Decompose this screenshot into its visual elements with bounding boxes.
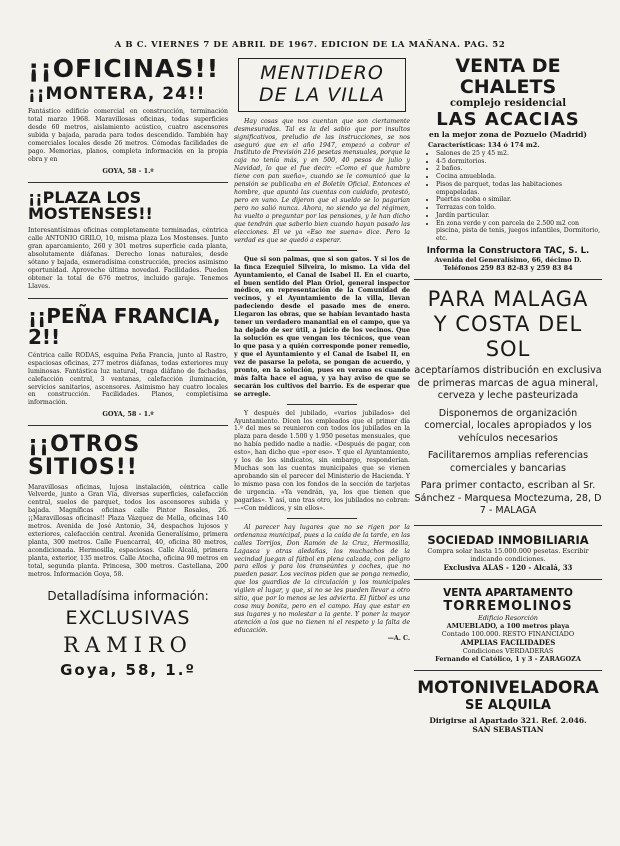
torremolinos-headline: TORREMOLINOS <box>443 598 573 614</box>
exclusiva-line: Exclusiva ALAS - 120 - Alcalá, 33 <box>443 562 573 572</box>
detail-intro: Detalladísima información: <box>47 588 209 603</box>
features-list <box>414 150 602 243</box>
divider <box>287 404 357 405</box>
feature-item: • 4-5 dormitorios. <box>436 158 602 166</box>
pena-francia-signature: GOYA, 58 - 1.º <box>102 410 154 419</box>
caracteristicas-label: Características: 134 ó 174 m2. <box>428 140 540 149</box>
divider <box>287 518 357 519</box>
san-sebastian-label: SAN SEBASTIAN <box>472 724 544 734</box>
ramiro-label: RAMIRO <box>63 632 193 657</box>
condiciones-label: Condiciones VERDADERAS <box>462 646 554 655</box>
divider <box>28 298 228 299</box>
facilitaremos-text: Facilitaremos amplias referencias comerciales y bancarias <box>427 450 589 474</box>
mentidero-title-box <box>238 58 406 112</box>
divider <box>28 425 228 426</box>
montera-headline: ¡¡MONTERA, 24!! <box>28 84 206 105</box>
informa-label: Informa la Constructora TAC, S. L. <box>426 245 590 256</box>
montera-body: Fantástico edificio comercial en construcción, terminación total marzo 1968. Maravillosas oficinas, todas superficies desde 60 metros, aislamiento acústico, cuatro ascensores subida y bajada, parada para todos descendido. También hay comerciales locales desde 26 metros. Cómodas facilidades de pago. Memorias, planos, completa información en la propia obra y en <box>28 108 228 163</box>
mentidero-paragraph-4: Al parecer hay lugares que no se rigen por la ordenanza municipal, pues a la caída de la tarde, en las calles Torrijos, Don Ramón de la Cruz, Hermosilla, Lagasca y otras aledañas, los muchachos de la vecindad juegan al fútbol en plena calzada, con peligro para ellos y para los transeúntes y coches, que no pueden pasar. Los vecinos piden que se ponga remedio, que los guardias de la circulación y los municipales vigilen el lugar, y que, si no se les pueden llevar a otro sitio, que por lo menos se les advierta. El fútbol es una cosa muy bonita, pero en el campo. Hay que estar en sus lugares y no molestar a la gente. Y poner la mayor atención a los que no tienen ni el respeto y la falta de educación. <box>234 523 410 634</box>
montera-signature: GOYA, 58 - 1.º <box>102 166 154 175</box>
telefonos-label: Teléfonos 259 83 82-83 y 259 83 84 <box>443 263 573 272</box>
chalets-headline: VENTA DE CHALETS <box>455 56 561 98</box>
avenida-label: Avenida del Generalísimo, 66, décimo D. <box>434 255 582 264</box>
divider <box>414 279 602 280</box>
mostenses-body: Interesantísimas oficinas completamente terminadas, céntrica calle ANTONIO GRILO, 10, misma plaza Los Mostenses. Junto gran aparcamiento, 260 y 301 metros superficie cada planta, absolutamente diáfanas. Derecho lonas naturales, desde sótano y bajada, esmeradísima construcción, precios asimismo oportunidad. Aproveche última novedad. Facilidades. Pueden obtener la total de 676 metros, incluido garaje. Tenemos Llaves. <box>28 227 228 290</box>
feature-item: • 2 baños. <box>436 165 602 173</box>
zona-label: en la mejor zona de Pozuelo (Madrid) <box>429 129 587 139</box>
aceptamos-text: aceptaríamos distribución en exclusiva de primeras marcas de agua mineral, cerveza y leche pasteurizada <box>414 365 602 402</box>
exclusivas-label: EXCLUSIVAS <box>65 606 191 629</box>
contacto-text: Para primer contacto, escriban al Sr. Sánchez - Marquesa Moctezuma, 28, D 7 - MALAGA <box>414 480 602 517</box>
feature-item: • Pisos de parquet, todas las habitaciones empapeladas. <box>436 181 602 197</box>
pena-francia-headline: ¡¡PEÑA FRANCIA, 2!! <box>28 303 221 349</box>
mentidero-signature: —A. C. <box>387 634 410 642</box>
fernando-label: Fernando el Católico, 1 y 3 - ZARAGOZA <box>435 654 581 663</box>
mentidero-title-line2: DE LA VILLA <box>258 83 386 106</box>
pena-francia-body: Céntrica calle RODAS, esquina Peña Francia, junto al Rastro, espaciosas oficinas, 277 metros diáfanas, todas exteriores muy luminosas. Fantástica luz natural, traga diáfano de fachadas, calefacción central, 3 ventanas, calefacción iluminación, servicios sanitarios, ascensores. Asimismo hay cuatro locales en construcción. Facilidades. Planos, completísima información. <box>28 351 228 407</box>
feature-item: • Puertas caoba o similar. <box>436 196 602 204</box>
oficinas-headline: ¡¡OFICINAS!! <box>28 56 220 83</box>
mentidero-paragraph-3: Y después del jubilado, «varios jubilados» del Ayuntamiento. Dicen los empleados que el primer día 1.º del mes se reunieron con todos los jubilados en la plaza para desde 1.500 y 1.950 pesetas mensuales, que no había pedido nadie a nadie. «Después de pagar, con esto», han dicho que «por eso». Y que el Ayuntamiento, y los de los sindicatos, sin embargo, responderían. Muchas son las cuentas municipales que se vienen aprobando sin el parecer del Ministerio de Hacienda. Y lo mismo pasa con los fondos de la sección de tarjetas de urgencia. «Ya vendrán, ya, los que tienen que pagarlas». Y así, uno tras otro, los jubilados no cobran: —«Con médicos, y sin ellos». <box>234 409 410 512</box>
feature-item: • Salones de 25 y 45 m2. <box>436 150 602 158</box>
mentidero-paragraph-2: Que si son palmas, que si son gatos. Y si los de la finca Ezequiel Silveira, lo mismo. La vida del Ayuntamiento, el Canal de Isabel II. En el cuarto, el buen sentido del Plan Oriol, general inspector médico, en representación de la Comunidad de vecinos, y el Ayuntamiento de la villa, llevan padeciendo desde el pasado mes de enero. Llegaron las obras, que se habían levantado hasta tener un verdadero manantial en el campo, que ya ha dejado de ser útil, a juicio de los vecinos. Que la solución es que vengan los técnicos, que vean lo que pasa y a quién corresponde poner remedio, y que el Ayuntamiento y el Canal de Isabel II, en vez de pasarse la pelota, se pongan de acuerdo, y pronto, en la solución, pues en verano es cuando más falta hace el agua, y ya hay aviso de que se secarán los cultivos del barrio. Es de esperar que se arregle. <box>234 255 410 398</box>
divider <box>414 525 602 526</box>
middle-column <box>234 56 410 836</box>
motoniveladora-headline: MOTONIVELADORA <box>417 677 599 698</box>
divider <box>414 579 602 580</box>
venta-apartamento-headline: VENTA APARTAMENTO <box>443 586 573 599</box>
feature-item: • Cocina amueblada. <box>436 173 602 181</box>
feature-item: • En zona verde y con parcela de 2.500 m2 con piscina, pista de tenis, juegos infantiles, Dormitorio, etc. <box>436 220 602 243</box>
amueblado-label: AMUEBLADO, a 100 metros playa <box>446 621 570 630</box>
para-malaga-headline: PARA MALAGA <box>427 286 589 311</box>
se-alquila-label: SE ALQUILA <box>465 697 551 713</box>
sociedad-headline: SOCIEDAD INMOBILIARIA <box>427 532 589 547</box>
page-header: A B C. VIERNES 7 DE ABRIL DE 1967. EDICION DE LA MAÑANA. PAG. 52 <box>114 40 506 50</box>
feature-item: • Jardín particular. <box>436 212 602 220</box>
address-label: Goya, 58, 1.º <box>60 660 196 679</box>
costa-sol-headline: Y COSTA DEL SOL <box>433 311 583 362</box>
complejo-label: complejo residencial <box>449 97 567 109</box>
mostenses-headline: ¡¡PLAZA LOS MOSTENSES!! <box>28 187 153 224</box>
compra-text: Compra solar hasta 15.000.000 pesetas. Escribir indicando condiciones. <box>427 546 589 563</box>
acacias-headline: LAS ACACIAS <box>436 108 580 130</box>
mentidero-paragraph-1: Hay cosas que nos cuentan que son ciertamente desmesuradas. Tal es la del sabio que por insultos significativos, preludio de las instrucciones, se nos aseguró que en el año 1947, empezó a cobrar el Instituto de Previsión 216 pesetas mensuales, porque la caja no tenía más, y en 500, 40 pesos de julio y Navidad, lo que el fue decir: «Como el que hambre tiene con pan sueña», cuando se le comunicó que la pensión se publicaba en el Boletín Oficial. Entonces el hombre, que apuntó las cuentas con cuidado, protestó, pero en vano. Le dijeron que el sueldo se lo pagarían pero no salió nunca. Ahora, no siendo ya del régimen, ha vuelto a preguntar por las pensiones, y le han dicho que tendrán que saberlo bien cuando hayan pasado las elecciones. El ve ya «Eso me suena» dice. Pero la verdad es que se quedó a esperar. <box>234 117 410 244</box>
otros-sitios-body: Maravillosas oficinas, lujosa instalación, céntrica calle Velverde, junto a Gran Vía, diversas superficies, calefacción central, suelos de parquet, todos los ascensores subida y bajada. Magníficas oficinas calle Pintor Rosales, 26. ¡¡Maravillosas oficinas!! Plaza Vázquez de Mella, oficinas 140 metros. Avenida de José Antonio, 34, despachos lujosos y exteriores, calefacción central. Avenida Generalísimo, primera planta, 300 metros. Calle Fuencarral, 40, oficina 80 metros, acondicionada. Hermosilla, espaciosas. Calle Alcalá, primera planta, exterior, 135 metros. Calle Atocha, oficina 90 metros en total, segunda planta. Princesa, 300 metros. Castellana, 200 metros. Información Goya, 58. <box>28 483 228 578</box>
divider <box>28 182 228 183</box>
feature-item: • Terrazas con toldo. <box>436 204 602 212</box>
right-column <box>414 56 602 836</box>
edificio-label: Edificio Resorción <box>478 613 538 622</box>
left-column <box>28 56 228 836</box>
dirigirse-label: Dirigirse al Apartado 321. Ref. 2.046. <box>429 715 587 725</box>
divider <box>414 670 602 671</box>
disponemos-text: Disponemos de organización comercial, locales apropiados y los vehículos necesarios <box>424 407 592 444</box>
otros-sitios-headline: ¡¡OTROS SITIOS!! <box>28 432 141 481</box>
divider <box>287 250 357 251</box>
mentidero-title-line1: MENTIDERO <box>260 62 384 84</box>
contado-label: Contado 100.000. RESTO FINANCIADO <box>441 629 575 638</box>
facilidades-label: AMPLIAS FACILIDADES <box>460 637 556 647</box>
